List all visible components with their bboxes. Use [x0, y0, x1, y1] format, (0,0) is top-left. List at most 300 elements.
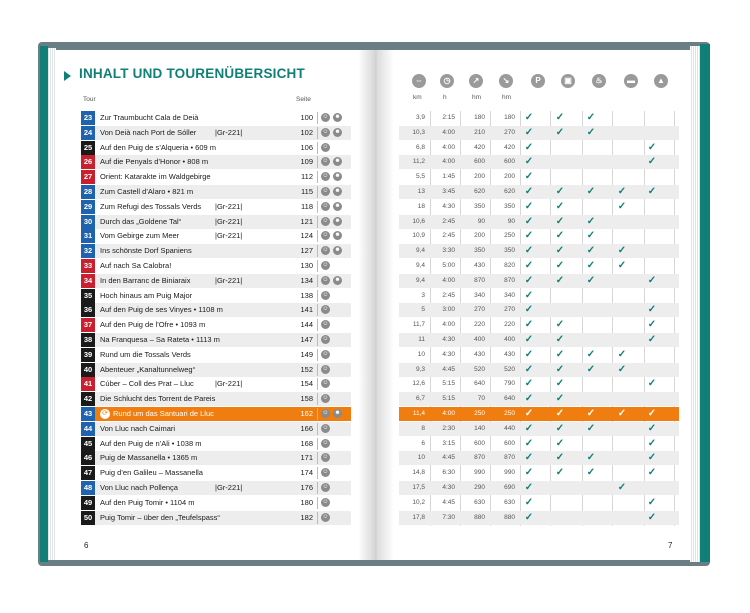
- check-icon: ✓: [555, 378, 565, 389]
- row-divider: [317, 156, 318, 168]
- tour-stats-row: [399, 466, 679, 480]
- page-reference: 154: [300, 379, 313, 388]
- tour-stats-row: [399, 229, 679, 243]
- stat-h: 4:30: [442, 336, 455, 343]
- stat-up: 200: [474, 232, 485, 239]
- tour-number-badge: 29: [81, 200, 95, 214]
- difficulty-icon: ☺: [322, 410, 329, 416]
- unit-label: hm: [472, 94, 482, 101]
- page-reference: 118: [301, 202, 313, 211]
- check-icon: ✓: [555, 423, 565, 434]
- page-reference: 166: [300, 424, 313, 433]
- stat-h: 2:15: [442, 114, 455, 121]
- tour-number-badge: 38: [81, 333, 95, 347]
- check-icon: ✓: [617, 186, 627, 197]
- check-icon: ✓: [647, 438, 657, 449]
- check-icon: ✓: [647, 275, 657, 286]
- stat-down: 820: [504, 262, 515, 269]
- check-icon: ✓: [524, 319, 534, 330]
- row-divider: [317, 482, 318, 494]
- tour-row: [81, 466, 351, 480]
- row-divider: [317, 467, 318, 479]
- tour-number-badge: 32: [81, 244, 95, 258]
- page-reference: 127: [300, 246, 313, 255]
- tour-name: Von Lluc nach Pollença: [100, 483, 178, 492]
- stat-h: 3:45: [442, 188, 455, 195]
- stat-km: 14,8: [412, 469, 425, 476]
- stat-up: 220: [474, 321, 485, 328]
- tour-name: Ins schönste Dorf Spaniens: [100, 246, 192, 255]
- stat-km: 13: [417, 188, 425, 195]
- check-icon: ✓: [586, 112, 596, 123]
- check-icon: ✓: [524, 349, 534, 360]
- tour-row: [81, 141, 351, 155]
- stat-km: 6,8: [415, 144, 425, 151]
- stat-km: 11: [418, 336, 425, 343]
- tour-name-text: Rund um das Santuari de Lluc: [113, 409, 214, 418]
- check-icon: ✓: [647, 334, 657, 345]
- check-icon: ✓: [555, 230, 565, 241]
- column-header-tour: Tour: [83, 96, 96, 103]
- check-icon: ✓: [555, 127, 565, 138]
- page-reference: 106: [300, 143, 313, 152]
- stat-down: 250: [504, 232, 515, 239]
- stat-down: 630: [504, 499, 515, 506]
- stat-down: 600: [504, 158, 515, 165]
- tour-name: Auf den Puig de l’Ofre • 1093 m: [100, 320, 206, 329]
- stat-h: 2:45: [442, 292, 455, 299]
- check-icon: ✓: [524, 260, 534, 271]
- difficulty-icon: ☺: [322, 454, 329, 460]
- tour-number-badge: 41: [81, 377, 95, 391]
- page-reference: 162: [300, 409, 313, 418]
- tour-number-badge: 31: [81, 229, 95, 243]
- tour-row: [81, 481, 351, 495]
- check-icon: ✓: [647, 304, 657, 315]
- tour-number-badge: 30: [81, 215, 95, 229]
- check-icon: ✓: [617, 408, 627, 419]
- tour-number-badge: 26: [81, 155, 95, 169]
- tour-stats-row: [399, 511, 679, 525]
- stat-down: 880: [504, 514, 515, 521]
- gr221-tag: |Gr-221|: [215, 276, 243, 285]
- tour-stats-row: [399, 377, 679, 391]
- stat-h: 4:00: [442, 321, 455, 328]
- tour-row: [81, 333, 351, 347]
- stat-down: 400: [504, 336, 515, 343]
- check-icon: ✓: [586, 452, 596, 463]
- check-icon: ✓: [586, 245, 596, 256]
- stat-down: 270: [504, 129, 515, 136]
- stat-up: 340: [474, 292, 485, 299]
- check-icon: ✓: [555, 452, 565, 463]
- family-icon: ☻: [334, 173, 341, 179]
- stat-up: 600: [474, 440, 485, 447]
- tour-stats-row: [399, 481, 679, 495]
- stat-up: 420: [474, 144, 485, 151]
- page-reference: 176: [300, 483, 313, 492]
- check-icon: ✓: [524, 275, 534, 286]
- bed-icon: ▬: [624, 74, 638, 88]
- page-reference: 147: [300, 335, 313, 344]
- tour-name: Auf den Puig de ses Vinyes • 1108 m: [100, 305, 223, 314]
- stat-km: 6: [421, 440, 425, 447]
- stat-km: 10,9: [412, 232, 425, 239]
- stat-h: 4:00: [442, 410, 455, 417]
- stat-down: 180: [504, 114, 515, 121]
- tour-number-badge: 44: [81, 422, 95, 436]
- row-divider: [317, 275, 318, 287]
- page-reference: 168: [300, 439, 313, 448]
- tour-name: Rund um die Tossals Verds: [100, 350, 191, 359]
- row-divider: [317, 245, 318, 257]
- stat-km: 10,2: [412, 499, 425, 506]
- stat-down: 600: [504, 440, 515, 447]
- page-edges-left: [48, 48, 56, 560]
- tour-number-badge: 37: [81, 318, 95, 332]
- tour-stats-row: [399, 141, 679, 155]
- stat-km: 9,4: [415, 262, 425, 269]
- row-divider: [317, 304, 318, 316]
- difficulty-icon: ☺: [322, 114, 329, 120]
- tour-row: [81, 259, 351, 273]
- gr221-tag: |Gr-221|: [215, 128, 243, 137]
- tour-row: [81, 303, 351, 317]
- check-icon: ✓: [586, 467, 596, 478]
- check-icon: ✓: [586, 408, 596, 419]
- row-divider: [317, 408, 318, 420]
- tour-stats-row: [399, 126, 679, 140]
- tour-name: Hoch hinaus am Puig Major: [100, 291, 193, 300]
- page-reference: 124: [300, 231, 313, 240]
- check-icon: ✓: [647, 512, 657, 523]
- stat-up: 870: [474, 454, 485, 461]
- page-reference: 115: [301, 187, 313, 196]
- tour-row: [81, 215, 351, 229]
- stat-km: 9,4: [415, 277, 425, 284]
- row-divider: [317, 142, 318, 154]
- page-reference: 144: [300, 320, 313, 329]
- stat-up: 880: [474, 514, 485, 521]
- page-reference: 174: [300, 468, 313, 477]
- stat-up: 870: [474, 277, 485, 284]
- tour-number-badge: 42: [81, 392, 95, 406]
- page-reference: 130: [300, 261, 313, 270]
- row-divider: [317, 290, 318, 302]
- check-icon: ✓: [586, 349, 596, 360]
- check-icon: ✓: [555, 349, 565, 360]
- check-icon: ✓: [647, 467, 657, 478]
- stat-up: 250: [474, 410, 485, 417]
- bus-icon: ▣: [561, 74, 575, 88]
- check-icon: ✓: [524, 467, 534, 478]
- difficulty-icon: ☺: [322, 292, 329, 298]
- page-reference: 149: [300, 350, 313, 359]
- page-reference: 158: [300, 394, 313, 403]
- stat-km: 11,7: [412, 321, 425, 328]
- stat-down: 200: [504, 173, 515, 180]
- tour-row: [81, 170, 351, 184]
- check-icon: ✓: [586, 216, 596, 227]
- family-icon: ☻: [334, 232, 341, 238]
- family-icon: ☻: [334, 410, 341, 416]
- tour-number-badge: 45: [81, 437, 95, 451]
- gr221-tag: |Gr-221|: [215, 379, 243, 388]
- row-divider: [317, 393, 318, 405]
- check-icon: ✓: [555, 216, 565, 227]
- page-reference: 180: [300, 498, 313, 507]
- tour-name: Orient: Katarakte im Waldgebirge: [100, 172, 211, 181]
- stat-down: 340: [504, 292, 515, 299]
- stat-up: 270: [474, 306, 485, 313]
- tour-stats-row: [399, 289, 679, 303]
- page-reference: 109: [300, 157, 313, 166]
- stat-down: 90: [507, 218, 515, 225]
- check-icon: ✓: [647, 186, 657, 197]
- page-reference: 182: [300, 513, 313, 522]
- difficulty-icon: ☺: [322, 173, 329, 179]
- tour-number-badge: 24: [81, 126, 95, 140]
- tour-number-badge: 35: [81, 289, 95, 303]
- page-reference: 134: [300, 276, 313, 285]
- tour-row: [81, 422, 351, 436]
- check-icon: ✓: [586, 230, 596, 241]
- tour-number-badge: 36: [81, 303, 95, 317]
- row-divider: [317, 216, 318, 228]
- check-icon: ✓: [524, 512, 534, 523]
- stat-km: 5,5: [415, 173, 425, 180]
- check-icon: ✓: [586, 275, 596, 286]
- check-icon: ✓: [586, 127, 596, 138]
- stat-h: 6:30: [442, 469, 455, 476]
- check-icon: ✓: [555, 201, 565, 212]
- stat-h: 4:30: [442, 484, 455, 491]
- difficulty-icon: ☺: [322, 440, 329, 446]
- check-icon: ✓: [586, 364, 596, 375]
- check-icon: ✓: [555, 275, 565, 286]
- difficulty-icon: ☺: [322, 484, 329, 490]
- stat-h: 4:00: [442, 277, 455, 284]
- check-icon: ✓: [555, 438, 565, 449]
- row-divider: [317, 230, 318, 242]
- stat-km: 11,2: [412, 158, 425, 165]
- stat-up: 400: [474, 336, 485, 343]
- stat-down: 620: [504, 188, 515, 195]
- tour-row: [81, 185, 351, 199]
- stat-km: 3: [421, 292, 425, 299]
- tour-row: [81, 363, 351, 377]
- difficulty-icon: ☺: [322, 218, 329, 224]
- summit-icon: ▲: [654, 74, 668, 88]
- check-icon: ✓: [524, 393, 534, 404]
- tour-number-badge: 28: [81, 185, 95, 199]
- check-icon: ✓: [524, 216, 534, 227]
- tour-name: Zum Refugi des Tossals Verds: [100, 202, 202, 211]
- stat-km: 3,9: [415, 114, 425, 121]
- check-icon: ✓: [617, 364, 627, 375]
- tour-stats-row: [399, 200, 679, 214]
- tour-name: Vom Gebirge zum Meer: [100, 231, 180, 240]
- tour-stats-row: [399, 407, 679, 421]
- stat-h: 4:45: [442, 366, 455, 373]
- family-icon: ☻: [334, 218, 341, 224]
- stat-h: 3:30: [442, 247, 455, 254]
- stat-km: 9,3: [415, 366, 425, 373]
- stat-h: 4:30: [442, 203, 455, 210]
- check-icon: ✓: [524, 497, 534, 508]
- tour-number-badge: 40: [81, 363, 95, 377]
- tour-row: [81, 244, 351, 258]
- stat-down: 350: [504, 247, 515, 254]
- page-title: INHALT UND TOURENÜBERSICHT: [79, 66, 305, 81]
- family-icon: ☻: [334, 277, 341, 283]
- tour-stats-row: [399, 348, 679, 362]
- check-icon: ✓: [555, 186, 565, 197]
- unit-label: hm: [502, 94, 512, 101]
- stat-h: 4:45: [442, 454, 455, 461]
- stat-h: 5:15: [442, 380, 455, 387]
- difficulty-icon: ☺: [322, 277, 329, 283]
- difficulty-icon: ☺: [322, 129, 329, 135]
- check-icon: ✓: [617, 349, 627, 360]
- stat-km: 10,3: [412, 129, 425, 136]
- tour-row: [81, 348, 351, 362]
- row-divider: [317, 186, 318, 198]
- tour-number-badge: 39: [81, 348, 95, 362]
- stat-km: 5: [421, 306, 425, 313]
- tour-row: [81, 155, 351, 169]
- check-icon: ✓: [524, 438, 534, 449]
- difficulty-icon: ☺: [322, 262, 329, 268]
- stat-km: 11,4: [412, 410, 425, 417]
- stat-down: 350: [504, 203, 515, 210]
- page-reference: 138: [300, 291, 313, 300]
- stat-up: 140: [474, 425, 485, 432]
- stat-up: 640: [474, 380, 485, 387]
- check-icon: ✓: [524, 127, 534, 138]
- parking-icon: P: [531, 74, 545, 88]
- difficulty-icon: ☺: [322, 203, 329, 209]
- row-divider: [317, 349, 318, 361]
- stat-km: 10,6: [412, 218, 425, 225]
- stat-down: 640: [504, 395, 515, 402]
- family-icon: ☻: [334, 114, 341, 120]
- difficulty-icon: ☺: [322, 247, 329, 253]
- tour-name: Cúber – Coll des Prat – Lluc: [100, 379, 194, 388]
- tour-name: Zum Castell d’Alaro • 821 m: [100, 187, 194, 196]
- check-icon: ✓: [647, 408, 657, 419]
- page-reference: 141: [300, 305, 313, 314]
- check-icon: ✓: [524, 364, 534, 375]
- tour-name: Auf die Penyals d’Honor • 808 m: [100, 157, 209, 166]
- tour-stats-row: [399, 333, 679, 347]
- stat-up: 70: [477, 395, 485, 402]
- check-icon: ✓: [524, 245, 534, 256]
- check-icon: ✓: [524, 156, 534, 167]
- tour-row: [81, 451, 351, 465]
- tour-name: Na Franquesa – Sa Rateta • 1113 m: [100, 335, 220, 344]
- difficulty-icon: ☺: [322, 514, 329, 520]
- tour-number-badge: 49: [81, 496, 95, 510]
- check-icon: ✓: [617, 245, 627, 256]
- row-divider: [317, 364, 318, 376]
- stat-down: 690: [504, 484, 515, 491]
- stat-down: 250: [504, 410, 515, 417]
- check-icon: ✓: [586, 423, 596, 434]
- unit-label: km: [413, 94, 422, 101]
- road-sign-icon: ⇔: [412, 74, 426, 88]
- stat-up: 200: [474, 173, 485, 180]
- ascent-icon: ↗: [469, 74, 483, 88]
- row-divider: [317, 512, 318, 524]
- check-icon: ✓: [647, 423, 657, 434]
- check-icon: ✓: [647, 142, 657, 153]
- tour-name: Puig d’en Galileu – Massanella: [100, 468, 203, 477]
- tour-stats-row: [399, 259, 679, 273]
- stat-h: 4:45: [442, 499, 455, 506]
- tour-name: In den Barranc de Biniaraix: [100, 276, 191, 285]
- stat-h: 4:00: [442, 158, 455, 165]
- check-icon: ✓: [555, 245, 565, 256]
- page-reference: 171: [300, 453, 313, 462]
- tour-number-badge: 27: [81, 170, 95, 184]
- tour-name: Auf den Puig de s’Alqueria • 609 m: [100, 143, 217, 152]
- tour-row: [81, 511, 351, 525]
- page-number-right: 7: [668, 541, 673, 550]
- family-icon: ☻: [334, 129, 341, 135]
- stat-down: 870: [504, 277, 515, 284]
- stat-down: 990: [504, 469, 515, 476]
- tour-number-badge: 34: [81, 274, 95, 288]
- check-icon: ✓: [524, 230, 534, 241]
- difficulty-icon: ☺: [322, 425, 329, 431]
- row-divider: [317, 423, 318, 435]
- book-cover-right: [700, 44, 710, 562]
- tour-stats-row: [399, 303, 679, 317]
- row-divider: [317, 112, 318, 124]
- tour-stats-row: [399, 170, 679, 184]
- page-reference: 152: [300, 365, 313, 374]
- check-icon: ✓: [586, 260, 596, 271]
- page-reference: 100: [300, 113, 313, 122]
- family-icon: ☻: [334, 188, 341, 194]
- stat-km: 18: [417, 203, 425, 210]
- stat-up: 180: [474, 114, 485, 121]
- row-divider: [317, 201, 318, 213]
- page-reference: 102: [300, 128, 313, 137]
- stat-km: 12,6: [412, 380, 425, 387]
- stat-h: 5:00: [442, 262, 455, 269]
- tour-row: [81, 200, 351, 214]
- title-arrow-icon: [64, 71, 71, 81]
- book-cover-left: [40, 46, 48, 562]
- page-reference: 121: [300, 217, 313, 226]
- stat-up: 210: [474, 129, 485, 136]
- tour-name: Abenteuer „Kanaltunnelweg“: [100, 365, 196, 374]
- tour-stats-row: [399, 451, 679, 465]
- tour-stats-row: [399, 111, 679, 125]
- stat-down: 520: [504, 366, 515, 373]
- tour-stats-row: [399, 185, 679, 199]
- tour-name: Auf nach Sa Calobra!: [100, 261, 172, 270]
- column-header-seite: Seite: [296, 96, 311, 103]
- difficulty-icon: ☺: [322, 321, 329, 327]
- check-icon: ✓: [555, 334, 565, 345]
- check-icon: ✓: [555, 408, 565, 419]
- gr221-tag: |Gr-221|: [215, 202, 243, 211]
- check-icon: ✓: [555, 393, 565, 404]
- check-icon: ✓: [524, 142, 534, 153]
